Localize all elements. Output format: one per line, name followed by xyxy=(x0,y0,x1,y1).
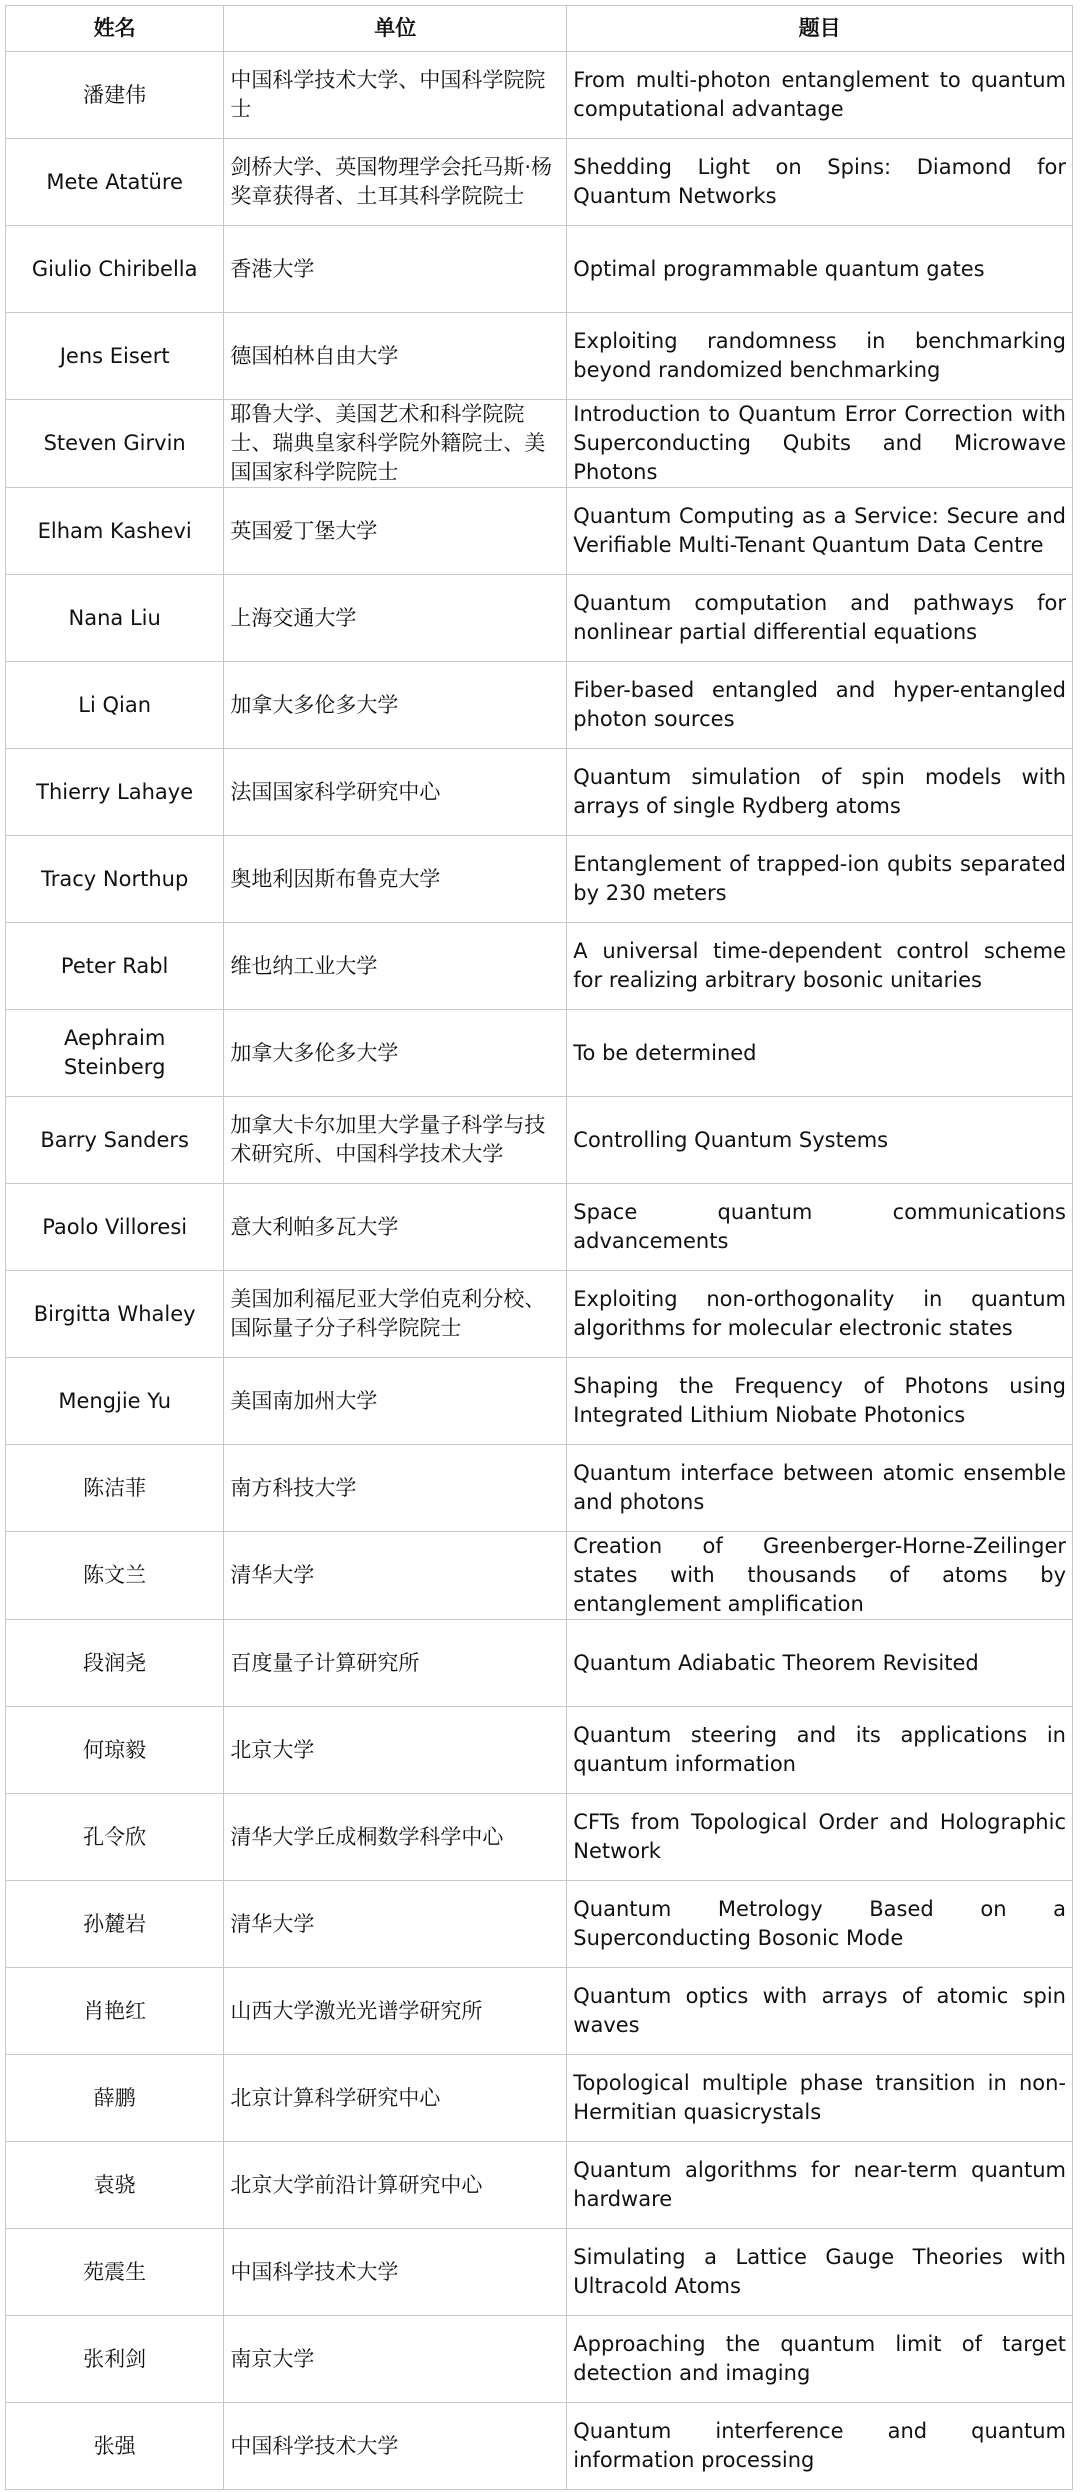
speaker-name: 段润尧 xyxy=(6,1620,224,1707)
table-row xyxy=(6,1532,1073,1620)
talk-title: Topological multiple phase transition in non-Hermitian quasicrystals xyxy=(567,2055,1073,2142)
talk-title: Creation of Greenberger-Horne-Zeilinger states with thousands of atoms by entanglement amplification xyxy=(567,1532,1073,1620)
speaker-affiliation: 美国南加州大学 xyxy=(224,1358,567,1445)
table-row xyxy=(6,400,1073,488)
speaker-name: 袁骁 xyxy=(6,2142,224,2229)
talk-title: From multi-photon entanglement to quantum computational advantage xyxy=(567,52,1073,139)
talk-title: Controlling Quantum Systems xyxy=(567,1097,1073,1184)
table-row xyxy=(6,226,1073,313)
table-row xyxy=(6,1707,1073,1794)
speaker-affiliation: 加拿大多伦多大学 xyxy=(224,662,567,749)
speaker-affiliation: 北京大学前沿计算研究中心 xyxy=(224,2142,567,2229)
speaker-name: Paolo Villoresi xyxy=(6,1184,224,1271)
speaker-affiliation: 北京计算科学研究中心 xyxy=(224,2055,567,2142)
speaker-name: Thierry Lahaye xyxy=(6,749,224,836)
talk-title: A universal time-dependent control scheme for realizing arbitrary bosonic unitaries xyxy=(567,923,1073,1010)
header-name: 姓名 xyxy=(6,6,224,52)
talk-title: Exploiting randomness in benchmarking beyond randomized benchmarking xyxy=(567,313,1073,400)
speaker-name: 肖艳红 xyxy=(6,1968,224,2055)
speaker-affiliation: 加拿大卡尔加里大学量子科学与技术研究所、中国科学技术大学 xyxy=(224,1097,567,1184)
talk-title: Space quantum communications advancements xyxy=(567,1184,1073,1271)
speaker-affiliation: 山西大学激光光谱学研究所 xyxy=(224,1968,567,2055)
talk-title: Quantum computation and pathways for nonlinear partial differential equations xyxy=(567,575,1073,662)
table-row xyxy=(6,313,1073,400)
talk-title: To be determined xyxy=(567,1010,1073,1097)
speaker-name: Li Qian xyxy=(6,662,224,749)
speaker-affiliation: 维也纳工业大学 xyxy=(224,923,567,1010)
speaker-name: Nana Liu xyxy=(6,575,224,662)
speaker-name: Aephraim Steinberg xyxy=(6,1010,224,1097)
table-row xyxy=(6,2403,1073,2490)
speaker-affiliation: 耶鲁大学、美国艺术和科学院院士、瑞典皇家科学院外籍院士、美国国家科学院院士 xyxy=(224,400,567,488)
speaker-affiliation: 南京大学 xyxy=(224,2316,567,2403)
talk-title: Quantum Computing as a Service: Secure and Verifiable Multi-Tenant Quantum Data Centre xyxy=(567,488,1073,575)
talk-title: Quantum Metrology Based on a Superconducting Bosonic Mode xyxy=(567,1881,1073,1968)
table-row xyxy=(6,2316,1073,2403)
speaker-affiliation: 法国国家科学研究中心 xyxy=(224,749,567,836)
talk-title: CFTs from Topological Order and Holographic Network xyxy=(567,1794,1073,1881)
speaker-name: Barry Sanders xyxy=(6,1097,224,1184)
talk-title: Entanglement of trapped-ion qubits separated by 230 meters xyxy=(567,836,1073,923)
speaker-affiliation: 加拿大多伦多大学 xyxy=(224,1010,567,1097)
speaker-affiliation: 剑桥大学、英国物理学会托马斯·杨奖章获得者、土耳其科学院院士 xyxy=(224,139,567,226)
speaker-affiliation: 清华大学丘成桐数学科学中心 xyxy=(224,1794,567,1881)
speaker-name: Mengjie Yu xyxy=(6,1358,224,1445)
speaker-affiliation: 清华大学 xyxy=(224,1881,567,1968)
talk-title: Simulating a Lattice Gauge Theories with Ultracold Atoms xyxy=(567,2229,1073,2316)
speaker-affiliation: 香港大学 xyxy=(224,226,567,313)
speaker-name: Elham Kashevi xyxy=(6,488,224,575)
talk-title: Quantum algorithms for near-term quantum hardware xyxy=(567,2142,1073,2229)
speaker-name: 孔令欣 xyxy=(6,1794,224,1881)
table-row xyxy=(6,575,1073,662)
speaker-affiliation: 德国柏林自由大学 xyxy=(224,313,567,400)
talk-title: Approaching the quantum limit of target detection and imaging xyxy=(567,2316,1073,2403)
table-row xyxy=(6,139,1073,226)
talk-title: Quantum steering and its applications in quantum information xyxy=(567,1707,1073,1794)
talk-title: Shaping the Frequency of Photons using Integrated Lithium Niobate Photonics xyxy=(567,1358,1073,1445)
speaker-affiliation: 意大利帕多瓦大学 xyxy=(224,1184,567,1271)
table-row xyxy=(6,2055,1073,2142)
table-row xyxy=(6,1358,1073,1445)
speaker-name: Steven Girvin xyxy=(6,400,224,488)
speaker-name: 何琼毅 xyxy=(6,1707,224,1794)
table-row xyxy=(6,836,1073,923)
speaker-name: Mete Atatüre xyxy=(6,139,224,226)
speaker-name: 张利剑 xyxy=(6,2316,224,2403)
speaker-table xyxy=(5,5,1073,2490)
speaker-affiliation: 奥地利因斯布鲁克大学 xyxy=(224,836,567,923)
speaker-name: Peter Rabl xyxy=(6,923,224,1010)
talk-title: Introduction to Quantum Error Correction with Superconducting Qubits and Microwave Photons xyxy=(567,400,1073,488)
talk-title: Optimal programmable quantum gates xyxy=(567,226,1073,313)
table-row xyxy=(6,52,1073,139)
speaker-name: 潘建伟 xyxy=(6,52,224,139)
table-row xyxy=(6,662,1073,749)
talk-title: Exploiting non-orthogonality in quantum algorithms for molecular electronic states xyxy=(567,1271,1073,1358)
table-row xyxy=(6,2142,1073,2229)
header-row xyxy=(6,6,1073,52)
speaker-affiliation: 上海交通大学 xyxy=(224,575,567,662)
speaker-affiliation: 英国爱丁堡大学 xyxy=(224,488,567,575)
header-topic: 题目 xyxy=(567,6,1073,52)
talk-title: Quantum Adiabatic Theorem Revisited xyxy=(567,1620,1073,1707)
talk-title: Fiber-based entangled and hyper-entangled photon sources xyxy=(567,662,1073,749)
speaker-affiliation: 中国科学技术大学 xyxy=(224,2403,567,2490)
speaker-name: 薛鹏 xyxy=(6,2055,224,2142)
speaker-name: Birgitta Whaley xyxy=(6,1271,224,1358)
talk-title: Quantum simulation of spin models with arrays of single Rydberg atoms xyxy=(567,749,1073,836)
table-row xyxy=(6,1968,1073,2055)
speaker-affiliation: 美国加利福尼亚大学伯克利分校、国际量子分子科学院院士 xyxy=(224,1271,567,1358)
speaker-name: 张强 xyxy=(6,2403,224,2490)
speaker-name: 陈洁菲 xyxy=(6,1445,224,1532)
table-row xyxy=(6,1881,1073,1968)
table-row xyxy=(6,1097,1073,1184)
table-row xyxy=(6,1010,1073,1097)
header-unit: 单位 xyxy=(224,6,567,52)
talk-title: Shedding Light on Spins: Diamond for Quantum Networks xyxy=(567,139,1073,226)
speaker-affiliation: 百度量子计算研究所 xyxy=(224,1620,567,1707)
speaker-affiliation: 北京大学 xyxy=(224,1707,567,1794)
table-row xyxy=(6,1794,1073,1881)
speaker-affiliation: 清华大学 xyxy=(224,1532,567,1620)
table-row xyxy=(6,488,1073,575)
table-row xyxy=(6,1271,1073,1358)
talk-title: Quantum interference and quantum information processing xyxy=(567,2403,1073,2490)
table-row xyxy=(6,1445,1073,1532)
table-row xyxy=(6,1184,1073,1271)
table-row xyxy=(6,2229,1073,2316)
table-row xyxy=(6,1620,1073,1707)
table-row xyxy=(6,749,1073,836)
speaker-affiliation: 中国科学技术大学、中国科学院院士 xyxy=(224,52,567,139)
speaker-name: Tracy Northup xyxy=(6,836,224,923)
table-body xyxy=(6,52,1073,2490)
speaker-name: 陈文兰 xyxy=(6,1532,224,1620)
table-row xyxy=(6,923,1073,1010)
speaker-affiliation: 南方科技大学 xyxy=(224,1445,567,1532)
speaker-name: 孙麓岩 xyxy=(6,1881,224,1968)
speaker-name: Giulio Chiribella xyxy=(6,226,224,313)
talk-title: Quantum interface between atomic ensemble and photons xyxy=(567,1445,1073,1532)
talk-title: Quantum optics with arrays of atomic spin waves xyxy=(567,1968,1073,2055)
speaker-name: Jens Eisert xyxy=(6,313,224,400)
speaker-affiliation: 中国科学技术大学 xyxy=(224,2229,567,2316)
speaker-name: 苑震生 xyxy=(6,2229,224,2316)
